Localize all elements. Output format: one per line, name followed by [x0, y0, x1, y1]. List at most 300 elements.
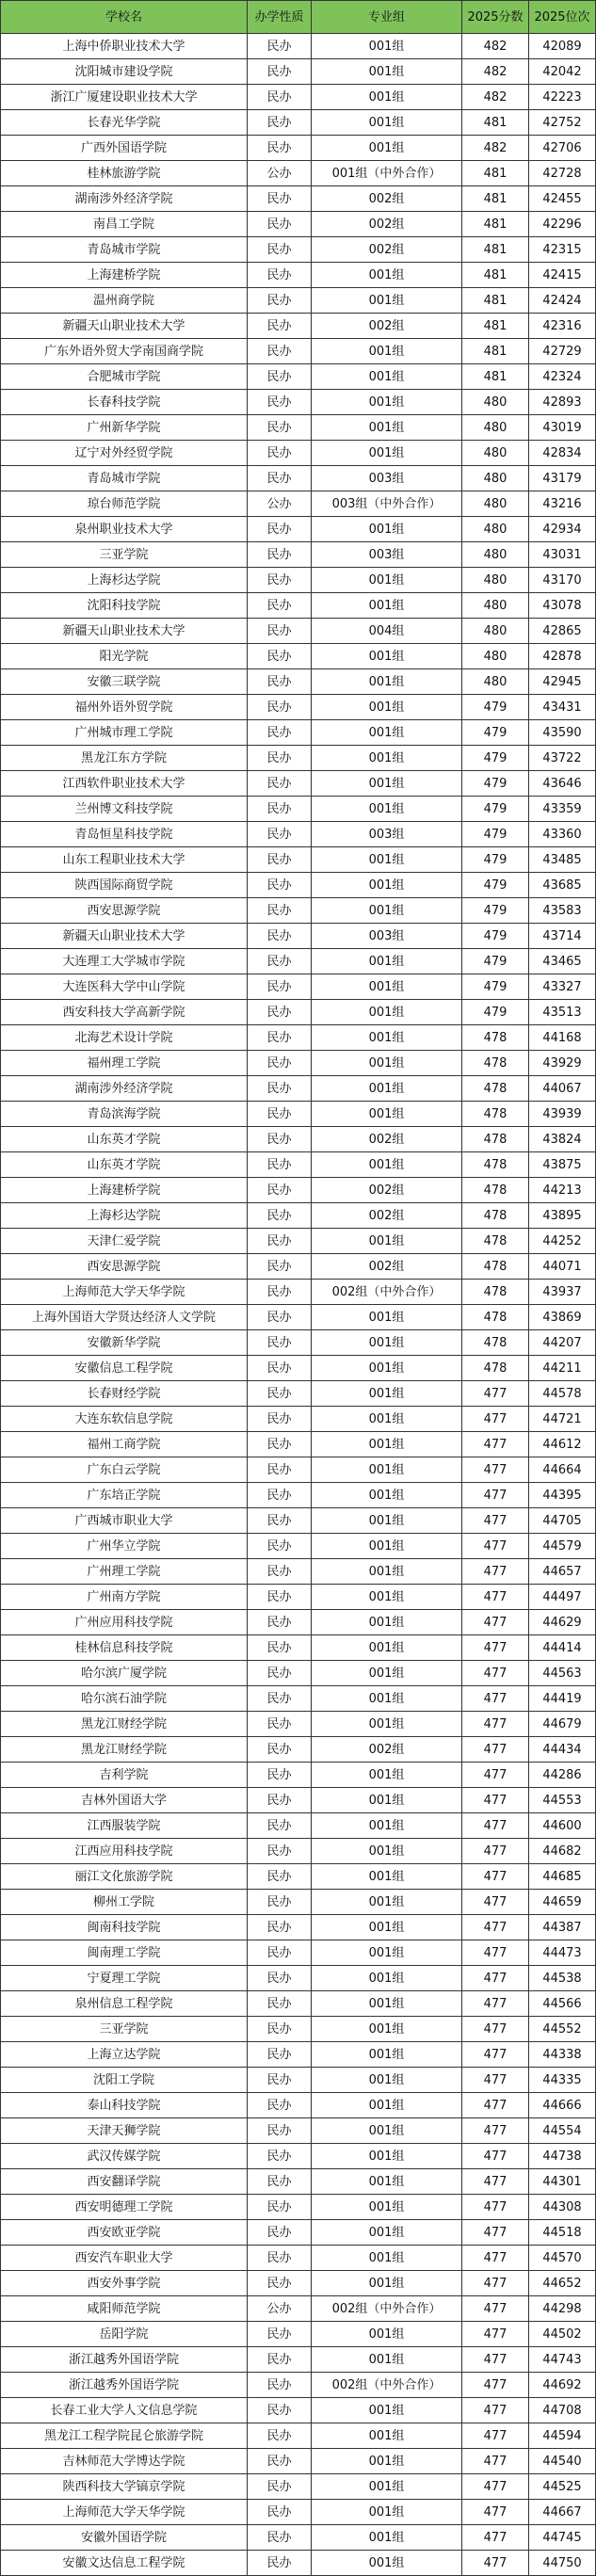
table-row: [1, 263, 596, 288]
major-group-cell: 004组: [312, 619, 462, 644]
major-group-cell: 003组: [312, 822, 462, 847]
school-name-cell: 安徽文达信息工程学院: [1, 2551, 248, 2576]
major-group-cell: 001组: [312, 1381, 462, 1407]
rank-cell: 42415: [529, 263, 596, 288]
score-cell: 477: [462, 1457, 529, 1483]
rank-cell: 43685: [529, 873, 596, 898]
school-name-cell: 泉州信息工程学院: [1, 1991, 248, 2017]
school-type-cell: 民办: [248, 1330, 312, 1356]
table-row: [1, 2144, 596, 2169]
major-group-cell: 001组: [312, 364, 462, 390]
score-cell: 478: [462, 1203, 529, 1229]
school-type-cell: 民办: [248, 924, 312, 949]
table-row: [1, 1534, 596, 1559]
rank-cell: 42315: [529, 237, 596, 263]
school-name-cell: 上海建桥学院: [1, 263, 248, 288]
school-name-cell: 大连医科大学中山学院: [1, 974, 248, 1000]
score-cell: 477: [462, 2296, 529, 2322]
major-group-cell: 001组: [312, 1102, 462, 1127]
major-group-cell: 001组: [312, 1432, 462, 1457]
rank-cell: 44679: [529, 1712, 596, 1737]
major-group-cell: 001组: [312, 1966, 462, 1991]
table-row: [1, 1991, 596, 2017]
table-row: [1, 1356, 596, 1381]
score-cell: 477: [462, 1940, 529, 1966]
score-cell: 477: [462, 2347, 529, 2373]
school-name-cell: 哈尔滨广厦学院: [1, 1661, 248, 1686]
school-name-cell: 新疆天山职业技术大学: [1, 619, 248, 644]
table-row: [1, 1635, 596, 1661]
school-name-cell: 西安思源学院: [1, 898, 248, 924]
table-row: [1, 2042, 596, 2068]
school-type-cell: 民办: [248, 2373, 312, 2398]
rank-cell: 43327: [529, 974, 596, 1000]
school-type-cell: 民办: [248, 1585, 312, 1610]
major-group-cell: 002组: [312, 1203, 462, 1229]
rank-cell: 44743: [529, 2347, 596, 2373]
school-type-cell: 民办: [248, 974, 312, 1000]
rank-cell: 43170: [529, 568, 596, 593]
rank-cell: 42834: [529, 441, 596, 466]
school-name-cell: 西安欧亚学院: [1, 2220, 248, 2246]
school-name-cell: 湖南涉外经济学院: [1, 1076, 248, 1102]
major-group-cell: 001组: [312, 1585, 462, 1610]
rank-cell: 43590: [529, 720, 596, 746]
score-cell: 479: [462, 746, 529, 771]
major-group-cell: 001组: [312, 2398, 462, 2423]
rank-cell: 44685: [529, 1864, 596, 1890]
table-row: [1, 2423, 596, 2449]
major-group-cell: 001组: [312, 2271, 462, 2296]
school-type-cell: 民办: [248, 2423, 312, 2449]
school-name-cell: 福州工商学院: [1, 1432, 248, 1457]
school-type-cell: 民办: [248, 1381, 312, 1407]
school-type-cell: 民办: [248, 873, 312, 898]
major-group-cell: 002组: [312, 1254, 462, 1280]
table-row: [1, 1864, 596, 1890]
table-row: [1, 491, 596, 517]
school-name-cell: 闽南科技学院: [1, 1915, 248, 1940]
score-cell: 477: [462, 2551, 529, 2576]
score-cell: 477: [462, 1763, 529, 1788]
table-row: [1, 1813, 596, 1839]
rank-cell: 44308: [529, 2195, 596, 2220]
school-name-cell: 武汉传媒学院: [1, 2144, 248, 2169]
score-cell: 477: [462, 2144, 529, 2169]
score-cell: 479: [462, 924, 529, 949]
score-cell: 479: [462, 949, 529, 974]
school-type-cell: 民办: [248, 1712, 312, 1737]
table-row: [1, 1559, 596, 1585]
major-group-cell: 001组: [312, 1330, 462, 1356]
school-type-cell: 民办: [248, 1051, 312, 1076]
school-type-cell: 民办: [248, 2195, 312, 2220]
school-name-cell: 上海外国语大学贤达经济人文学院: [1, 1305, 248, 1330]
school-type-cell: 民办: [248, 212, 312, 237]
rank-cell: 43714: [529, 924, 596, 949]
school-type-cell: 民办: [248, 466, 312, 491]
table-row: [1, 1152, 596, 1178]
school-type-cell: 民办: [248, 1127, 312, 1152]
table-row: [1, 2525, 596, 2551]
school-type-cell: 民办: [248, 593, 312, 619]
school-type-cell: 民办: [248, 1864, 312, 1890]
rank-cell: 42706: [529, 136, 596, 161]
school-type-cell: 民办: [248, 1890, 312, 1915]
school-type-cell: 民办: [248, 2118, 312, 2144]
school-type-cell: 民办: [248, 390, 312, 415]
school-name-cell: 吉利学院: [1, 1763, 248, 1788]
score-cell: 479: [462, 695, 529, 720]
table-body: [1, 34, 596, 2576]
score-cell: 479: [462, 771, 529, 797]
major-group-cell: 001组: [312, 441, 462, 466]
rank-cell: 43939: [529, 1102, 596, 1127]
school-type-cell: 民办: [248, 568, 312, 593]
major-group-cell: 001组: [312, 415, 462, 441]
school-name-cell: 黑龙江财经学院: [1, 1712, 248, 1737]
score-cell: 478: [462, 1076, 529, 1102]
rank-cell: 44750: [529, 2551, 596, 2576]
rank-cell: 43031: [529, 542, 596, 568]
major-group-cell: 002组: [312, 237, 462, 263]
score-cell: 479: [462, 720, 529, 746]
school-name-cell: 浙江广厦建设职业技术大学: [1, 85, 248, 110]
table-row: [1, 466, 596, 491]
rank-cell: 42752: [529, 110, 596, 136]
school-type-cell: 民办: [248, 2068, 312, 2093]
major-group-cell: 001组: [312, 1635, 462, 1661]
school-type-cell: 民办: [248, 2474, 312, 2500]
rank-cell: 44395: [529, 1483, 596, 1508]
score-cell: 481: [462, 212, 529, 237]
rank-cell: 44213: [529, 1178, 596, 1203]
school-type-cell: 民办: [248, 110, 312, 136]
school-name-cell: 浙江越秀外国语学院: [1, 2347, 248, 2373]
school-name-cell: 浙江越秀外国语学院: [1, 2373, 248, 2398]
score-cell: 477: [462, 2246, 529, 2271]
major-group-cell: 001组: [312, 288, 462, 314]
school-type-cell: 民办: [248, 2551, 312, 2576]
school-type-cell: 民办: [248, 949, 312, 974]
table-row: [1, 2118, 596, 2144]
school-name-cell: 广西外国语学院: [1, 136, 248, 161]
school-type-cell: 民办: [248, 1229, 312, 1254]
table-row: [1, 2169, 596, 2195]
score-cell: 477: [462, 1966, 529, 1991]
school-type-cell: 民办: [248, 1839, 312, 1864]
school-name-cell: 沈阳城市建设学院: [1, 59, 248, 85]
school-name-cell: 南昌工学院: [1, 212, 248, 237]
table-row: [1, 186, 596, 212]
score-cell: 479: [462, 847, 529, 873]
score-cell: 477: [462, 1432, 529, 1457]
score-cell: 480: [462, 390, 529, 415]
major-group-cell: 002组（中外合作）: [312, 2373, 462, 2398]
rank-cell: 44540: [529, 2449, 596, 2474]
school-name-cell: 广东白云学院: [1, 1457, 248, 1483]
major-group-cell: 003组: [312, 924, 462, 949]
rank-cell: 44563: [529, 1661, 596, 1686]
table-row: [1, 1025, 596, 1051]
table-row: [1, 2271, 596, 2296]
rank-cell: 43646: [529, 771, 596, 797]
school-type-cell: 民办: [248, 1940, 312, 1966]
score-cell: 477: [462, 1737, 529, 1763]
rank-cell: 43465: [529, 949, 596, 974]
score-cell: 481: [462, 161, 529, 186]
table-row: [1, 1178, 596, 1203]
rank-cell: 42455: [529, 186, 596, 212]
table-row: [1, 924, 596, 949]
school-type-cell: 民办: [248, 898, 312, 924]
school-type-cell: 民办: [248, 1788, 312, 1813]
score-cell: 480: [462, 517, 529, 542]
school-name-cell: 闽南理工学院: [1, 1940, 248, 1966]
major-group-cell: 001组（中外合作）: [312, 161, 462, 186]
rank-cell: 42728: [529, 161, 596, 186]
rank-cell: 42893: [529, 390, 596, 415]
rank-cell: 44553: [529, 1788, 596, 1813]
school-name-cell: 青岛恒星科技学院: [1, 822, 248, 847]
rank-cell: 44525: [529, 2474, 596, 2500]
table-row: [1, 517, 596, 542]
rank-cell: 44497: [529, 1585, 596, 1610]
school-name-cell: 广州理工学院: [1, 1559, 248, 1585]
rank-cell: 44554: [529, 2118, 596, 2144]
score-cell: 477: [462, 1559, 529, 1585]
score-cell: 479: [462, 1000, 529, 1025]
school-type-cell: 民办: [248, 847, 312, 873]
major-group-cell: 001组: [312, 59, 462, 85]
table-row: [1, 720, 596, 746]
school-name-cell: 西安思源学院: [1, 1254, 248, 1280]
school-type-cell: 民办: [248, 1203, 312, 1229]
table-row: [1, 593, 596, 619]
table-row: [1, 1457, 596, 1483]
rank-cell: 42878: [529, 644, 596, 669]
score-cell: 477: [462, 1381, 529, 1407]
school-type-cell: 民办: [248, 441, 312, 466]
major-group-cell: 001组: [312, 2322, 462, 2347]
score-cell: 478: [462, 1102, 529, 1127]
score-cell: 481: [462, 314, 529, 339]
score-cell: 477: [462, 1813, 529, 1839]
major-group-cell: 001组: [312, 2144, 462, 2169]
major-group-cell: 001组: [312, 1763, 462, 1788]
table-row: [1, 237, 596, 263]
rank-cell: 43869: [529, 1305, 596, 1330]
table-row: [1, 1381, 596, 1407]
rank-cell: 42089: [529, 34, 596, 59]
school-name-cell: 福州理工学院: [1, 1051, 248, 1076]
score-cell: 477: [462, 2474, 529, 2500]
score-cell: 481: [462, 339, 529, 364]
table-row: [1, 2449, 596, 2474]
table-row: [1, 847, 596, 873]
major-group-cell: 001组: [312, 2449, 462, 2474]
school-name-cell: 长春科技学院: [1, 390, 248, 415]
school-name-cell: 丽江文化旅游学院: [1, 1864, 248, 1890]
score-cell: 477: [462, 2017, 529, 2042]
score-cell: 477: [462, 1508, 529, 1534]
table-row: [1, 1330, 596, 1356]
school-type-cell: 民办: [248, 85, 312, 110]
table-row: [1, 1305, 596, 1330]
school-name-cell: 安徽三联学院: [1, 669, 248, 695]
school-name-cell: 江西应用科技学院: [1, 1839, 248, 1864]
school-type-cell: 民办: [248, 1152, 312, 1178]
school-type-cell: 民办: [248, 339, 312, 364]
score-cell: 477: [462, 2195, 529, 2220]
major-group-cell: 001组: [312, 1940, 462, 1966]
school-name-cell: 吉林师范大学博达学院: [1, 2449, 248, 2474]
rank-cell: 44594: [529, 2423, 596, 2449]
score-cell: 477: [462, 1483, 529, 1508]
table-row: [1, 441, 596, 466]
table-row: [1, 771, 596, 797]
score-cell: 477: [462, 2220, 529, 2246]
rank-cell: 43875: [529, 1152, 596, 1178]
table-row: [1, 1915, 596, 1940]
header-row: [1, 1, 596, 34]
rank-cell: 44692: [529, 2373, 596, 2398]
table-row: [1, 1051, 596, 1076]
score-cell: 478: [462, 1356, 529, 1381]
major-group-cell: 001组: [312, 1686, 462, 1712]
major-group-cell: 002组: [312, 186, 462, 212]
school-name-cell: 天津仁爱学院: [1, 1229, 248, 1254]
score-cell: 477: [462, 2068, 529, 2093]
rank-cell: 44579: [529, 1534, 596, 1559]
school-type-cell: 民办: [248, 2322, 312, 2347]
major-group-cell: 001组: [312, 1661, 462, 1686]
major-group-cell: 001组: [312, 1483, 462, 1508]
rank-cell: 43431: [529, 695, 596, 720]
rank-cell: 43179: [529, 466, 596, 491]
major-group-cell: 003组: [312, 542, 462, 568]
table-row: [1, 2474, 596, 2500]
school-name-cell: 北海艺术设计学院: [1, 1025, 248, 1051]
school-name-cell: 兰州博文科技学院: [1, 797, 248, 822]
rank-cell: 43360: [529, 822, 596, 847]
table-row: [1, 568, 596, 593]
rank-cell: 44657: [529, 1559, 596, 1585]
school-type-cell: 民办: [248, 1966, 312, 1991]
school-type-cell: 民办: [248, 1178, 312, 1203]
school-name-cell: 江西软件职业技术大学: [1, 771, 248, 797]
school-name-cell: 上海中侨职业技术大学: [1, 34, 248, 59]
major-group-cell: 001组: [312, 797, 462, 822]
score-cell: 480: [462, 466, 529, 491]
table-row: [1, 1076, 596, 1102]
score-cell: 477: [462, 1686, 529, 1712]
school-type-cell: 民办: [248, 1102, 312, 1127]
rank-cell: 42042: [529, 59, 596, 85]
school-type-cell: 民办: [248, 1737, 312, 1763]
score-cell: 478: [462, 1305, 529, 1330]
major-group-cell: 001组: [312, 2118, 462, 2144]
table-row: [1, 1763, 596, 1788]
major-group-cell: 001组: [312, 2525, 462, 2551]
school-name-cell: 大连理工大学城市学院: [1, 949, 248, 974]
rank-cell: 42316: [529, 314, 596, 339]
school-type-cell: 民办: [248, 720, 312, 746]
school-name-cell: 安徽外国语学院: [1, 2525, 248, 2551]
school-type-cell: 民办: [248, 1534, 312, 1559]
table-row: [1, 2373, 596, 2398]
school-type-cell: 民办: [248, 415, 312, 441]
score-cell: 481: [462, 288, 529, 314]
major-group-cell: 001组: [312, 1407, 462, 1432]
school-name-cell: 宁夏理工学院: [1, 1966, 248, 1991]
major-group-cell: 001组: [312, 2042, 462, 2068]
major-group-cell: 001组: [312, 847, 462, 873]
school-type-cell: 民办: [248, 517, 312, 542]
school-type-cell: 民办: [248, 34, 312, 59]
table-row: [1, 1712, 596, 1737]
rank-cell: 44207: [529, 1330, 596, 1356]
score-cell: 477: [462, 1864, 529, 1890]
score-cell: 477: [462, 2500, 529, 2525]
rank-cell: 43216: [529, 491, 596, 517]
major-group-cell: 001组: [312, 1890, 462, 1915]
school-type-cell: 民办: [248, 1610, 312, 1635]
table-row: [1, 746, 596, 771]
table-row: [1, 2220, 596, 2246]
score-cell: 478: [462, 1254, 529, 1280]
major-group-cell: 001组: [312, 644, 462, 669]
school-name-cell: 西安外事学院: [1, 2271, 248, 2296]
table-row: [1, 85, 596, 110]
table-row: [1, 1508, 596, 1534]
school-name-cell: 安徽信息工程学院: [1, 1356, 248, 1381]
score-cell: 477: [462, 1890, 529, 1915]
major-group-cell: 001组: [312, 949, 462, 974]
rank-cell: 44502: [529, 2322, 596, 2347]
major-group-cell: 002组: [312, 1737, 462, 1763]
rank-cell: 44629: [529, 1610, 596, 1635]
table-row: [1, 1432, 596, 1457]
major-group-cell: 001组: [312, 771, 462, 797]
school-name-cell: 天津天狮学院: [1, 2118, 248, 2144]
major-group-cell: 001组: [312, 1559, 462, 1585]
score-cell: 477: [462, 2093, 529, 2118]
major-group-cell: 001组: [312, 568, 462, 593]
score-cell: 478: [462, 1127, 529, 1152]
school-name-cell: 合肥城市学院: [1, 364, 248, 390]
score-cell: 480: [462, 491, 529, 517]
school-name-cell: 福州外语外贸学院: [1, 695, 248, 720]
school-name-cell: 岳阳学院: [1, 2322, 248, 2347]
school-name-cell: 陕西科技大学镐京学院: [1, 2474, 248, 2500]
score-cell: 479: [462, 873, 529, 898]
major-group-cell: 001组: [312, 2169, 462, 2195]
rank-cell: 44301: [529, 2169, 596, 2195]
rank-cell: 44434: [529, 1737, 596, 1763]
rank-cell: 43078: [529, 593, 596, 619]
table-row: [1, 1280, 596, 1305]
school-name-cell: 温州商学院: [1, 288, 248, 314]
table-row: [1, 2246, 596, 2271]
school-type-cell: 民办: [248, 822, 312, 847]
school-type-cell: 民办: [248, 1076, 312, 1102]
table-row: [1, 873, 596, 898]
score-cell: 477: [462, 2398, 529, 2423]
score-cell: 481: [462, 364, 529, 390]
school-type-cell: 民办: [248, 1280, 312, 1305]
score-cell: 480: [462, 568, 529, 593]
